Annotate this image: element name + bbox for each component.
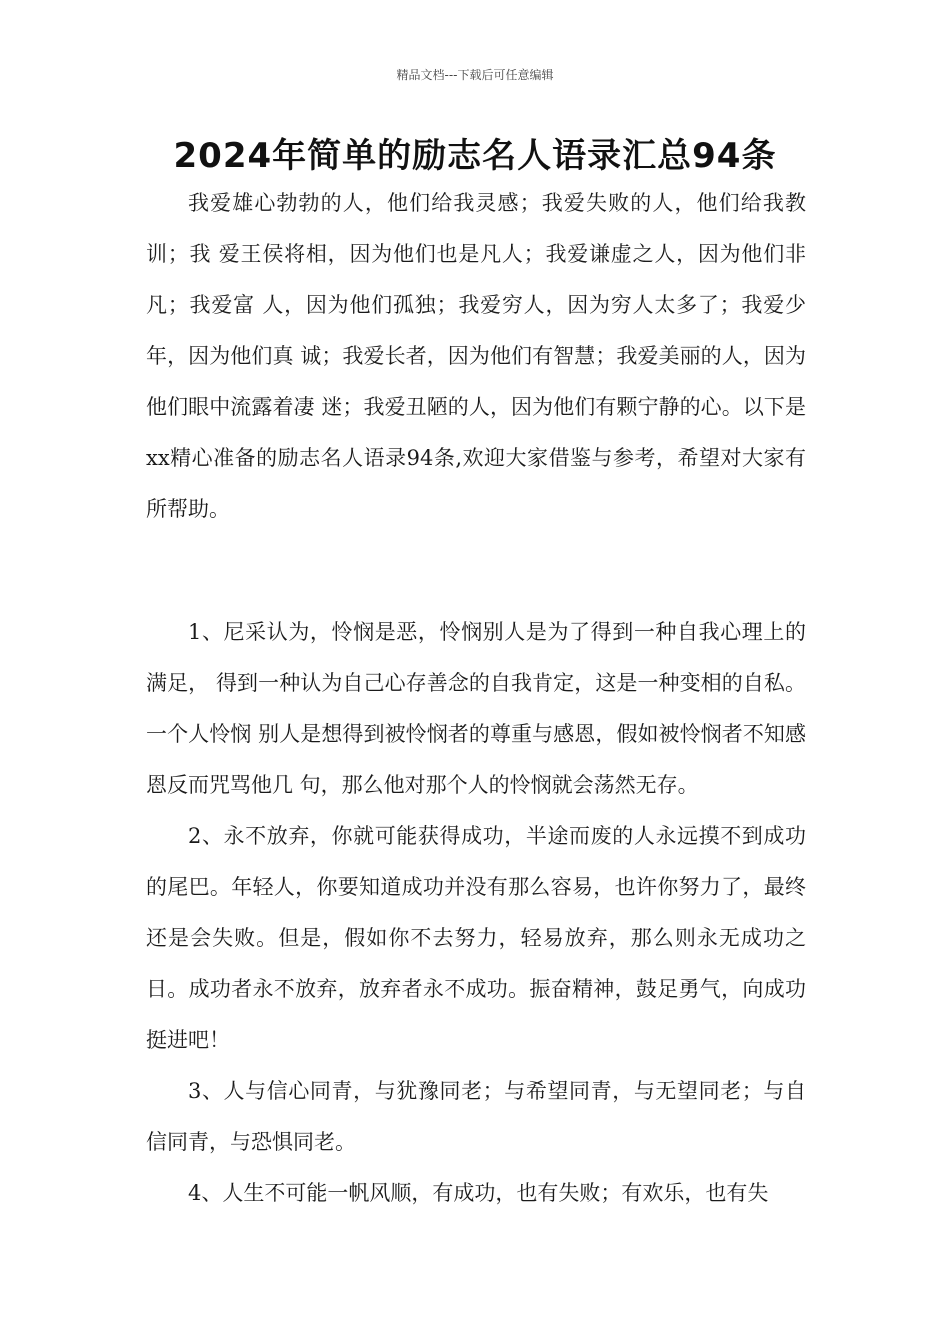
intro-paragraph: 我爱雄心勃勃的人，他们给我灵感；我爱失败的人，他们给我教训；我 爱王侯将相，因为他们也是凡人；我爱谦虚之人，因为他们非凡；我爱富 人，因为他们孤独；我爱穷人，因为穷人太多了；我爱少年，因为他们真 诚；我爱长者，因为他们有智慧；我爱美丽的人，因为他们眼中流露着凄 迷；我爱丑陋的人，因为他们有颗宁静的心。以下是xx精心准备的励志名人语录94条,欢迎大家借鉴与参考，希望对大家有所帮助。 <box>146 191 806 521</box>
document-title: 2024年简单的励志名人语录汇总94条 <box>173 136 777 176</box>
paragraph-gap <box>146 535 806 607</box>
quote-item-2: 2、永不放弃，你就可能获得成功，半途而废的人永远摸不到成功的尾巴。年轻人，你要知道成功并没有那么容易，也许你努力了，最终还是会失败。但是，假如你不去努力，轻易放弃，那么则永无成功之日。成功者永不放弃，放弃者永不成功。振奋精神，鼓足勇气，向成功挺进吧！ <box>146 824 806 1052</box>
quote-item-4: 4、人生不可能一帆风顺，有成功，也有失败；有欢乐，也有失 <box>188 1181 769 1205</box>
quote-item-3: 3、人与信心同青，与犹豫同老；与希望同青，与无望同老；与自信同青，与恐惧同老。 <box>146 1079 806 1154</box>
document-body <box>146 178 806 1219</box>
quote-item-1: 1、尼采认为，怜悯是恶，怜悯别人是为了得到一种自我心理上的满足， 得到一种认为自己心存善念的自我肯定，这是一种变相的自私。一个人怜悯 别人是想得到被怜悯者的尊重与感恩，假如被怜悯者不知感恩反而咒骂他几 句，那么他对那个人的怜悯就会荡然无存。 <box>146 620 806 797</box>
header-note: 精品文档---下载后可任意编辑 <box>396 68 554 82</box>
